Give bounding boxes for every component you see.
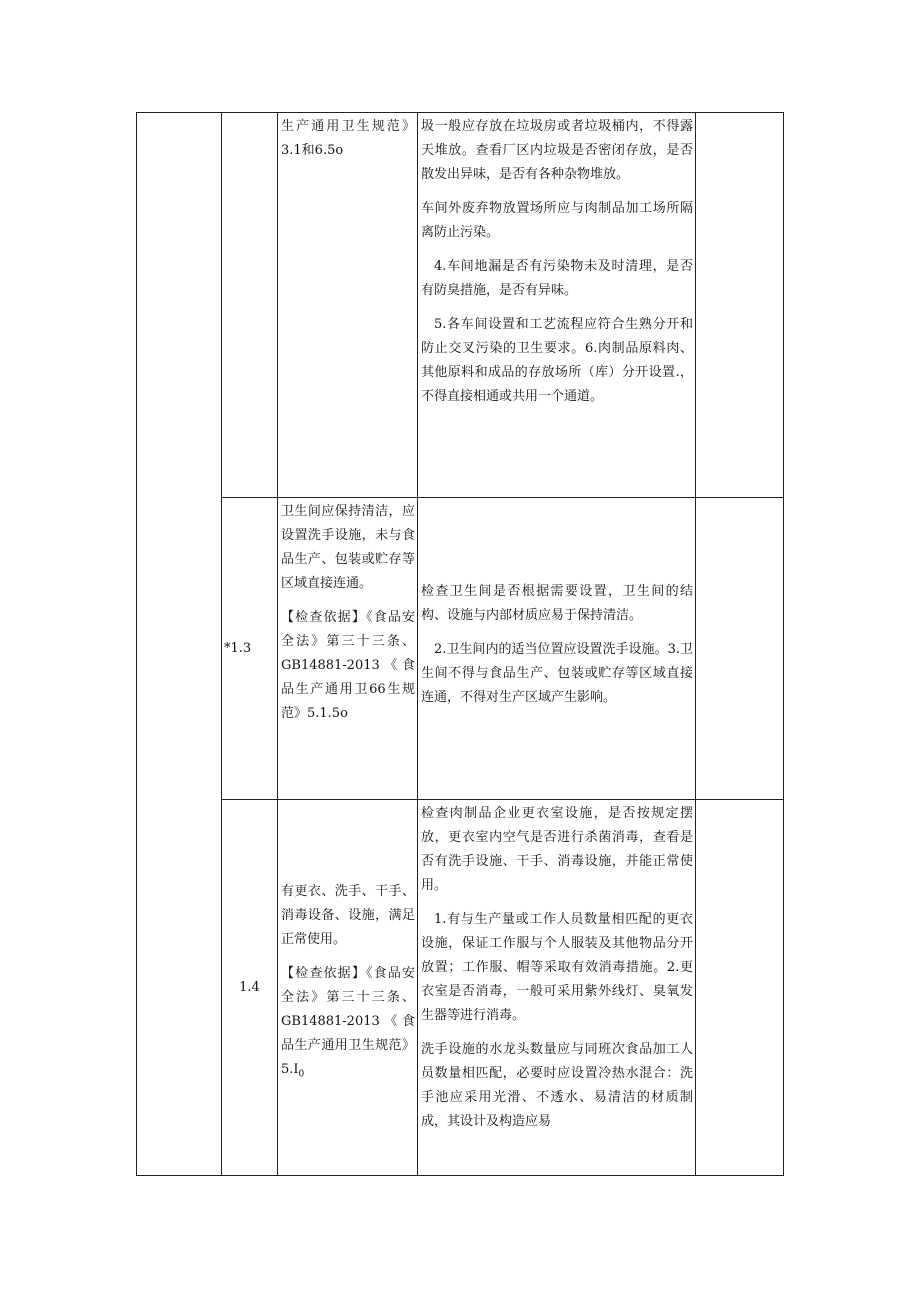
method-text: 4.车间地漏是否有污染物未及时清理，是否有防臭措施，是否有异味。 xyxy=(421,259,693,298)
method-text: 车间外废弃物放置场所应与肉制品加工场所隔离防止污染。 xyxy=(421,201,693,240)
method-text: 1.有与生产量或工作人员数量相匹配的更衣设施，保证工作服与个人服装及其他物品分开放置；工作服、帽等采取有效消毒措施。2.更衣室是否消毒，一般可采用紫外线灯、臭氧发生器等进行消毒。 xyxy=(421,912,693,1023)
item-number-cell xyxy=(222,113,278,498)
method-text: 2.卫生间内的适当位置应设置洗手设施。3.卫生间不得与食品生产、包装或贮存等区域直接连通，不得对生产区域产生影响。 xyxy=(421,641,693,705)
result-cell xyxy=(696,113,784,498)
item-number-cell xyxy=(222,498,278,800)
requirement-cell xyxy=(278,498,418,800)
table-row xyxy=(137,113,784,498)
inspection-method-cell xyxy=(418,800,696,1176)
table-row xyxy=(137,800,784,1176)
method-text: 洗手设施的水龙头数量应与同班次食品加工人员数量相匹配，必要时应设置冷热水混合：洗手池应采用光滑、不透水、易清洁的材质制成，其设计及构造应易 xyxy=(421,1042,693,1129)
inspection-basis-text: 【检查依据】《食品安全法》第三十三条、GB14881-2013《食品生产通用卫66生规范》5.1.5o xyxy=(281,610,415,721)
method-text: 5.各车间设置和工艺流程应符合生熟分开和防止交叉污染的卫生要求。6.肉制品原料肉、其他原料和成品的存放场所（库）分开设置.，不得直接相通或共用一个通道。 xyxy=(421,317,693,404)
inspection-method-cell xyxy=(418,113,696,498)
category-cell xyxy=(137,113,222,1176)
inspection-basis-text xyxy=(281,962,415,1087)
requirement-text: 有更衣、洗手、干手、消毒设备、设施，满足正常使用。 xyxy=(281,884,415,948)
inspection-table xyxy=(136,112,784,1176)
table-row xyxy=(137,498,784,800)
requirement-cell xyxy=(278,800,418,1176)
inspection-method-cell xyxy=(418,498,696,800)
method-text: 检查卫生间是否根据需要设置，卫生间的结构、设施与内部材质应易于保持清洁。 xyxy=(421,583,693,623)
requirement-cell xyxy=(278,113,418,498)
result-cell xyxy=(696,800,784,1176)
requirement-text: 卫生间应保持清洁，应设置洗手设施，未与食品生产、包装或贮存等区域直接连通。 xyxy=(281,504,415,591)
item-number: 1.4 xyxy=(239,980,260,995)
result-cell xyxy=(696,498,784,800)
item-number: *1.3 xyxy=(224,641,252,656)
method-text: 检查肉制品企业更衣室设施，是否按规定摆放，更衣室内空气是否进行杀菌消毒，查看是否有洗手设施、干手、消毒设施，并能正常使用。 xyxy=(421,806,693,893)
method-text: 圾一般应存放在垃圾房或者垃圾桶内，不得露天堆放。查看厂区内垃圾是否密闭存放，是否散发出异味，是否有各种杂物堆放。 xyxy=(421,119,693,182)
inspection-basis-subscript: 0 xyxy=(298,1069,305,1080)
item-number-cell xyxy=(222,800,278,1176)
requirement-text: 生产通用卫生规范》3.1和6.5o xyxy=(281,119,415,158)
inspection-basis-main: 【检查依据】《食品安全法》第三十三条、GB14881-2013《食品生产通用卫生规范》5.I xyxy=(281,966,415,1078)
